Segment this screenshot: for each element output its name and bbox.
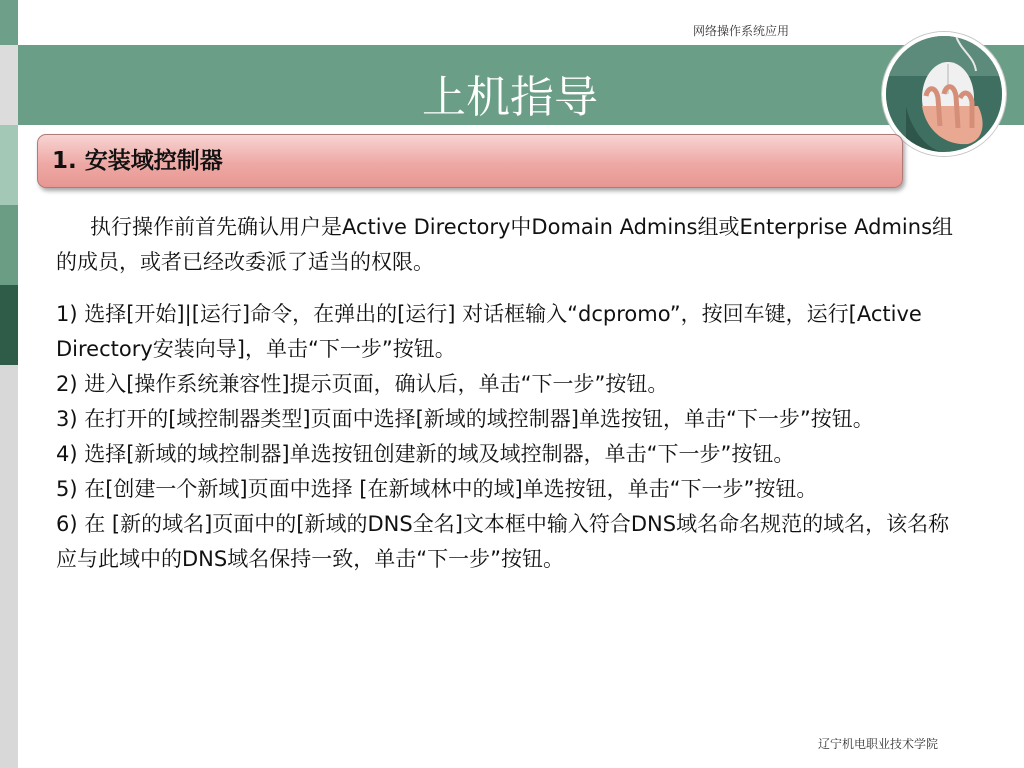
- stripe-segment: [0, 0, 18, 45]
- step-2: 2) 进入[操作系统兼容性]提示页面，确认后，单击“下一步”按钮。: [56, 372, 669, 396]
- intro-paragraph: 执行操作前首先确认用户是Active Directory中Domain Admins组或Enterprise Admins组的成员，或者已经改委派了适当的权限。: [56, 215, 954, 274]
- stripe-segment: [0, 365, 18, 768]
- step-4: 4) 选择[新域的域控制器]单选按钮创建新的域及域控制器，单击“下一步”按钮。: [56, 442, 795, 466]
- left-color-stripe: [0, 0, 18, 768]
- body-content: [56, 210, 956, 577]
- footer-institution: 辽宁机电职业技术学院: [818, 737, 939, 751]
- step-3: 3) 在打开的[域控制器类型]页面中选择[新域的域控制器]单选按钮，单击“下一步”按钮。: [56, 407, 874, 431]
- stripe-segment: [0, 45, 18, 125]
- stripe-segment: [0, 125, 18, 205]
- step-1: 1) 选择[开始]|[运行]命令，在弹出的[运行] 对话框输入“dcpromo”，按回车键，运行[Active Directory安装向导]，单击“下一步”按钮。: [56, 302, 922, 361]
- slide-title: 上机指导: [422, 72, 598, 123]
- section-heading: 1. 安装域控制器: [52, 148, 223, 174]
- header-caption: 网络操作系统应用: [693, 24, 790, 38]
- step-5: 5) 在[创建一个新域]页面中选择 [在新域林中的域]单选按钮，单击“下一步”按钮。: [56, 477, 818, 501]
- stripe-segment: [0, 285, 18, 365]
- hand-on-mouse-icon: [886, 36, 1002, 152]
- divider: [18, 127, 1024, 131]
- step-6: 6) 在 [新的域名]页面中的[新域的DNS全名]文本框中输入符合DNS域名命名规范的域名，该名称应与此域中的DNS域名保持一致，单击“下一步”按钮。: [56, 512, 950, 571]
- stripe-segment: [0, 205, 18, 285]
